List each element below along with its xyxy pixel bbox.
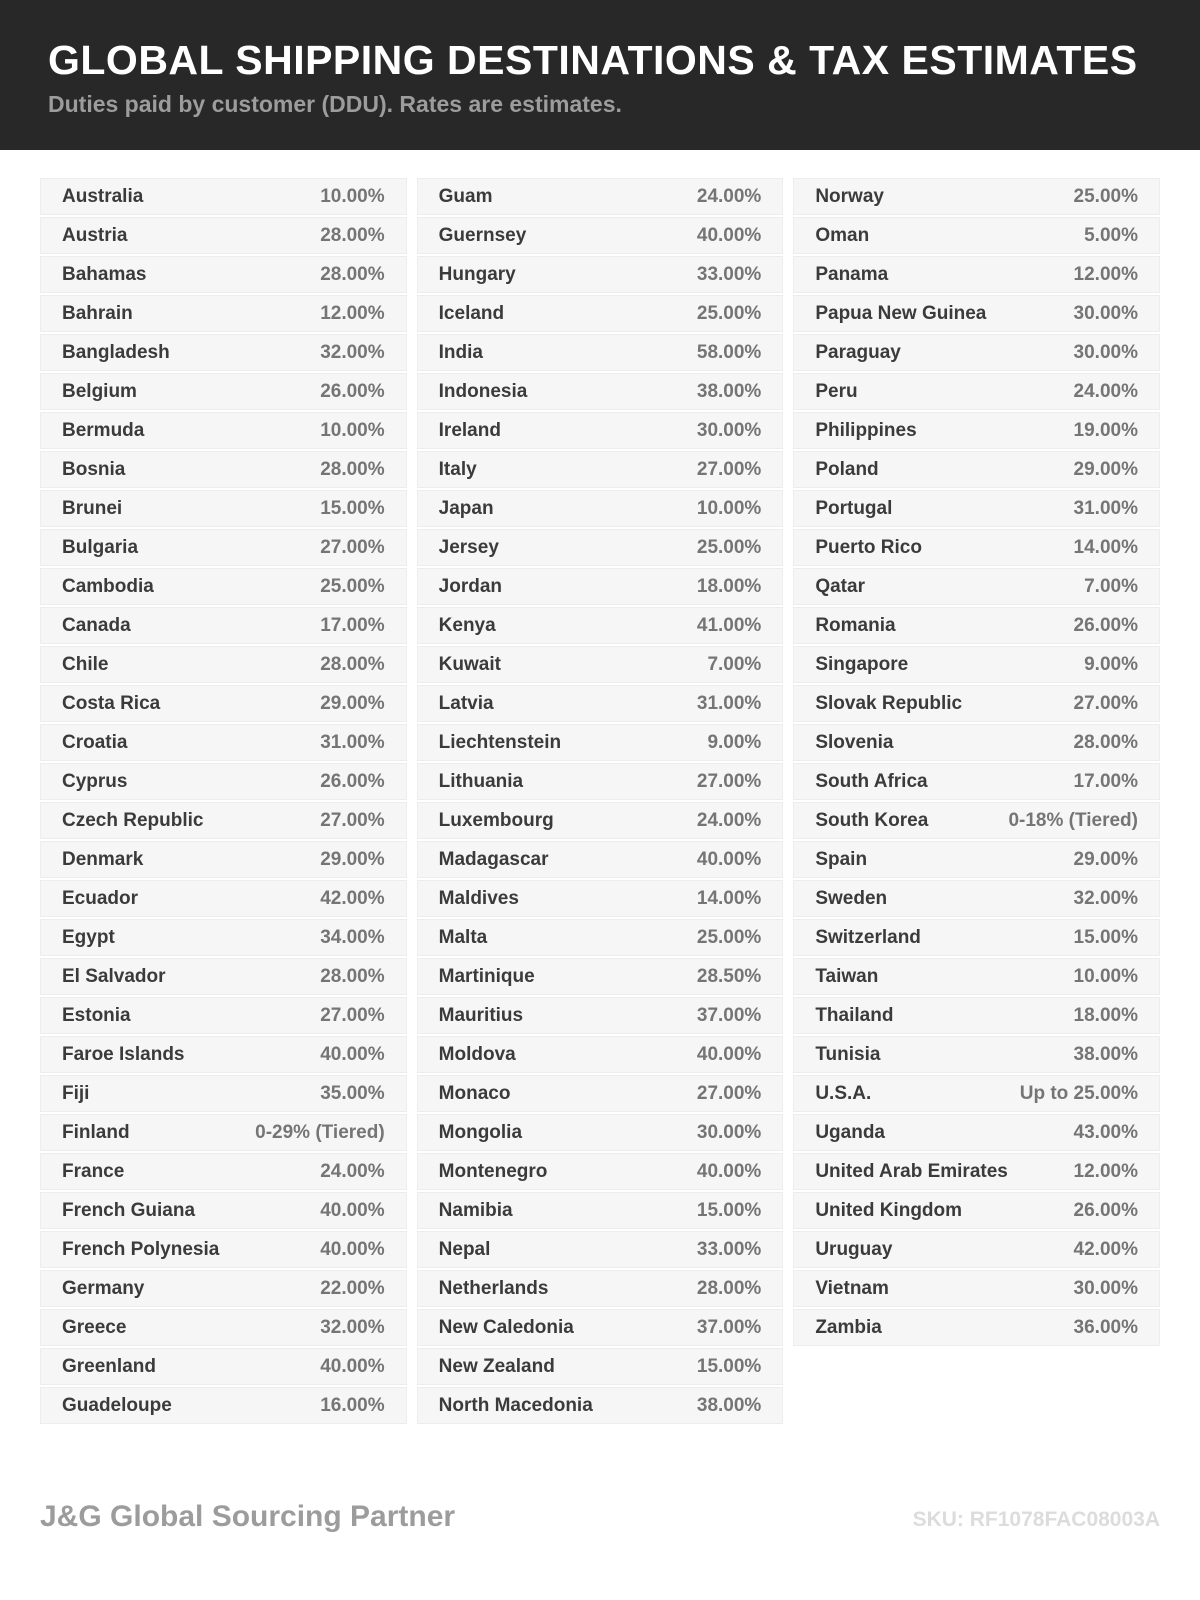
- table-row: [40, 1075, 407, 1112]
- country-name: Moldova: [438, 1043, 516, 1065]
- table-row: [40, 646, 407, 683]
- table-row: [40, 334, 407, 371]
- country-name: Slovenia: [815, 731, 894, 753]
- country-name: Indonesia: [438, 380, 528, 402]
- table-row: [417, 685, 784, 722]
- table-row: [40, 802, 407, 839]
- tax-rate: 10.00%: [320, 419, 385, 441]
- country-name: Uruguay: [815, 1238, 893, 1260]
- country-name: Chile: [62, 653, 109, 675]
- tax-rate: 40.00%: [320, 1355, 385, 1377]
- table-row: [417, 217, 784, 254]
- table-row: [417, 763, 784, 800]
- table-row: [793, 1114, 1160, 1151]
- table-column-3: [793, 178, 1160, 1348]
- table-row: [793, 841, 1160, 878]
- tax-rate: 29.00%: [1073, 458, 1138, 480]
- country-name: Romania: [815, 614, 896, 636]
- tax-rate: 32.00%: [320, 341, 385, 363]
- tax-rate: 7.00%: [1084, 575, 1138, 597]
- tax-rate: 27.00%: [696, 770, 762, 792]
- table-row: [793, 256, 1160, 293]
- country-name: Jersey: [438, 536, 499, 558]
- table-row: [793, 1270, 1160, 1307]
- tax-rate: 24.00%: [1073, 380, 1138, 402]
- table-row: [40, 295, 407, 332]
- table-row: [40, 997, 407, 1034]
- country-name: United Kingdom: [815, 1199, 963, 1221]
- table-column-1: [40, 178, 407, 1426]
- table-row: [793, 490, 1160, 527]
- country-name: Mongolia: [438, 1121, 523, 1143]
- table-row: [793, 529, 1160, 566]
- tax-rate: 25.00%: [696, 926, 762, 948]
- tax-rate: 33.00%: [696, 263, 762, 285]
- tax-rate: 40.00%: [696, 1043, 762, 1065]
- country-name: Namibia: [438, 1199, 513, 1221]
- tax-rate: 40.00%: [696, 224, 762, 246]
- table-row: [793, 334, 1160, 371]
- table-row: [40, 178, 407, 215]
- tax-rate: 10.00%: [696, 497, 762, 519]
- country-name: Japan: [438, 497, 494, 519]
- country-name: Estonia: [62, 1004, 131, 1026]
- country-name: Oman: [815, 224, 870, 246]
- country-name: Singapore: [815, 653, 909, 675]
- table-row: [417, 1231, 784, 1268]
- tax-rate: 26.00%: [320, 770, 385, 792]
- tax-rate: 37.00%: [696, 1316, 762, 1338]
- tax-rate: 28.00%: [320, 653, 385, 675]
- tax-rate: 28.00%: [320, 965, 385, 987]
- tax-rate: 37.00%: [696, 1004, 762, 1026]
- tax-rate: 5.00%: [1084, 224, 1138, 246]
- country-name: Brunei: [62, 497, 123, 519]
- table-row: [417, 334, 784, 371]
- table-row: [417, 490, 784, 527]
- country-name: Uganda: [815, 1121, 886, 1143]
- tax-rate: 17.00%: [320, 614, 385, 636]
- tax-table: [40, 178, 1160, 1426]
- country-name: U.S.A.: [815, 1082, 872, 1104]
- tax-rate: 30.00%: [1073, 341, 1138, 363]
- country-name: Australia: [62, 185, 144, 207]
- table-row: [417, 412, 784, 449]
- tax-rate: 28.00%: [320, 263, 385, 285]
- table-row: [793, 568, 1160, 605]
- table-row: [417, 724, 784, 761]
- tax-rate: 30.00%: [696, 419, 762, 441]
- table-row: [40, 217, 407, 254]
- table-row: [40, 607, 407, 644]
- country-name: Guadeloupe: [62, 1394, 172, 1416]
- table-row: [793, 1231, 1160, 1268]
- tax-rate: 15.00%: [1073, 926, 1138, 948]
- country-name: Nepal: [438, 1238, 491, 1260]
- country-name: Egypt: [62, 926, 115, 948]
- country-name: Greenland: [62, 1355, 156, 1377]
- table-row: [417, 1270, 784, 1307]
- table-row: [793, 724, 1160, 761]
- table-row: [40, 841, 407, 878]
- tax-rate: 40.00%: [320, 1043, 385, 1065]
- country-name: El Salvador: [62, 965, 166, 987]
- table-row: [793, 373, 1160, 410]
- table-row: [793, 997, 1160, 1034]
- country-name: Hungary: [438, 263, 516, 285]
- tax-rate: 9.00%: [707, 731, 762, 753]
- tax-rate: Up to 25.00%: [1019, 1082, 1138, 1104]
- table-row: [417, 1114, 784, 1151]
- tax-rate: 40.00%: [696, 1160, 762, 1182]
- page-header: [0, 0, 1200, 150]
- table-row: [793, 685, 1160, 722]
- country-name: Guernsey: [438, 224, 527, 246]
- country-name: Fiji: [62, 1082, 90, 1104]
- tax-rate: 30.00%: [1073, 1277, 1138, 1299]
- country-name: North Macedonia: [438, 1394, 593, 1416]
- tax-rate: 38.00%: [1073, 1043, 1138, 1065]
- tax-rate: 18.00%: [1073, 1004, 1138, 1026]
- country-name: French Polynesia: [62, 1238, 220, 1260]
- page-subtitle: Duties paid by customer (DDU). Rates are estimates.: [48, 91, 622, 117]
- table-row: [417, 1036, 784, 1073]
- country-name: Maldives: [438, 887, 519, 909]
- country-name: Bahamas: [62, 263, 147, 285]
- table-column-2: [417, 178, 784, 1426]
- table-row: [40, 1348, 407, 1385]
- country-name: Madagascar: [438, 848, 549, 870]
- tax-rate: 0-18% (Tiered): [1008, 809, 1138, 831]
- tax-rate: 24.00%: [696, 809, 762, 831]
- country-name: Spain: [815, 848, 868, 870]
- tax-rate: 34.00%: [320, 926, 385, 948]
- table-row: [40, 373, 407, 410]
- tax-rate: 26.00%: [1073, 614, 1138, 636]
- country-name: South Africa: [815, 770, 928, 792]
- tax-rate: 0-29% (Tiered): [255, 1121, 385, 1143]
- table-row: [40, 568, 407, 605]
- brand-name: J&G Global Sourcing Partner: [40, 1500, 456, 1533]
- country-name: Kenya: [438, 614, 496, 636]
- country-name: Sweden: [815, 887, 888, 909]
- table-row: [793, 763, 1160, 800]
- table-row: [793, 958, 1160, 995]
- country-name: Austria: [62, 224, 128, 246]
- table-row: [40, 880, 407, 917]
- table-row: [40, 1153, 407, 1190]
- table-row: [793, 295, 1160, 332]
- country-name: France: [62, 1160, 125, 1182]
- table-row: [417, 646, 784, 683]
- country-name: Norway: [815, 185, 884, 207]
- tax-rate: 58.00%: [696, 341, 762, 363]
- tax-rate: 28.00%: [696, 1277, 762, 1299]
- table-row: [40, 490, 407, 527]
- tax-rate: 22.00%: [320, 1277, 385, 1299]
- tax-rate: 19.00%: [1073, 419, 1138, 441]
- table-row: [40, 1387, 407, 1424]
- country-name: United Arab Emirates: [815, 1160, 1008, 1182]
- tax-rate: 38.00%: [696, 380, 762, 402]
- table-row: [40, 685, 407, 722]
- tax-rate: 14.00%: [1073, 536, 1138, 558]
- tax-rate: 41.00%: [696, 614, 762, 636]
- country-name: Mauritius: [438, 1004, 524, 1026]
- country-name: Luxembourg: [438, 809, 554, 831]
- table-row: [40, 1231, 407, 1268]
- country-name: Faroe Islands: [62, 1043, 185, 1065]
- tax-rate: 42.00%: [1073, 1238, 1138, 1260]
- tax-rate: 33.00%: [696, 1238, 762, 1260]
- country-name: Costa Rica: [62, 692, 161, 714]
- table-row: [793, 802, 1160, 839]
- tax-rate: 10.00%: [320, 185, 385, 207]
- table-row: [40, 958, 407, 995]
- tax-rate: 24.00%: [696, 185, 762, 207]
- tax-rate: 12.00%: [1073, 263, 1138, 285]
- country-name: Tunisia: [815, 1043, 881, 1065]
- country-name: Bahrain: [62, 302, 133, 324]
- country-name: Croatia: [62, 731, 128, 753]
- tax-rate: 32.00%: [320, 1316, 385, 1338]
- country-name: Greece: [62, 1316, 127, 1338]
- table-row: [417, 178, 784, 215]
- tax-rate: 18.00%: [696, 575, 762, 597]
- table-row: [417, 256, 784, 293]
- tax-rate: 27.00%: [1073, 692, 1138, 714]
- country-name: Liechtenstein: [438, 731, 562, 753]
- country-name: Peru: [815, 380, 858, 402]
- table-row: [417, 1153, 784, 1190]
- table-row: [417, 568, 784, 605]
- table-row: [40, 451, 407, 488]
- country-name: Denmark: [62, 848, 144, 870]
- table-row: [417, 1075, 784, 1112]
- country-name: Puerto Rico: [815, 536, 922, 558]
- table-row: [793, 178, 1160, 215]
- tax-rate: 42.00%: [320, 887, 385, 909]
- table-row: [40, 724, 407, 761]
- tax-rate: 29.00%: [1073, 848, 1138, 870]
- tax-rate: 27.00%: [696, 458, 762, 480]
- table-row: [793, 1036, 1160, 1073]
- tax-rate: 27.00%: [696, 1082, 762, 1104]
- tax-rate: 30.00%: [1073, 302, 1138, 324]
- tax-rate: 9.00%: [1084, 653, 1138, 675]
- table-row: [793, 646, 1160, 683]
- table-row: [793, 1309, 1160, 1346]
- table-row: [417, 373, 784, 410]
- tax-rate: 17.00%: [1073, 770, 1138, 792]
- tax-rate: 27.00%: [320, 809, 385, 831]
- tax-rate: 43.00%: [1073, 1121, 1138, 1143]
- country-name: Kuwait: [438, 653, 501, 675]
- table-row: [417, 841, 784, 878]
- country-name: Ecuador: [62, 887, 139, 909]
- country-name: India: [438, 341, 483, 363]
- table-row: [40, 1036, 407, 1073]
- country-name: Paraguay: [815, 341, 901, 363]
- table-row: [40, 1192, 407, 1229]
- tax-rate: 12.00%: [320, 302, 385, 324]
- tax-rate: 10.00%: [1073, 965, 1138, 987]
- tax-rate: 25.00%: [696, 536, 762, 558]
- country-name: Taiwan: [815, 965, 879, 987]
- table-row: [40, 1309, 407, 1346]
- tax-rate: 16.00%: [320, 1394, 385, 1416]
- country-name: Bulgaria: [62, 536, 139, 558]
- table-row: [417, 919, 784, 956]
- table-row: [793, 217, 1160, 254]
- table-row: [793, 451, 1160, 488]
- country-name: Qatar: [815, 575, 865, 597]
- tax-rate: 32.00%: [1073, 887, 1138, 909]
- country-name: Panama: [815, 263, 889, 285]
- table-row: [417, 958, 784, 995]
- tax-rate: 31.00%: [696, 692, 762, 714]
- country-name: Ireland: [438, 419, 501, 441]
- country-name: Bangladesh: [62, 341, 170, 363]
- tax-rate: 35.00%: [320, 1082, 385, 1104]
- country-name: Martinique: [438, 965, 535, 987]
- table-row: [40, 529, 407, 566]
- country-name: New Caledonia: [438, 1316, 574, 1338]
- tax-rate: 29.00%: [320, 692, 385, 714]
- country-name: Jordan: [438, 575, 503, 597]
- tax-rate: 25.00%: [1073, 185, 1138, 207]
- country-name: Guam: [438, 185, 493, 207]
- tax-rate: 14.00%: [696, 887, 762, 909]
- country-name: Netherlands: [438, 1277, 549, 1299]
- country-name: Cyprus: [62, 770, 128, 792]
- tax-rate: 29.00%: [320, 848, 385, 870]
- table-row: [417, 1192, 784, 1229]
- table-row: [793, 880, 1160, 917]
- country-name: French Guiana: [62, 1199, 196, 1221]
- table-row: [793, 1192, 1160, 1229]
- tax-rate: 7.00%: [707, 653, 762, 675]
- country-name: South Korea: [815, 809, 929, 831]
- country-name: Iceland: [438, 302, 505, 324]
- tax-rate: 31.00%: [1073, 497, 1138, 519]
- country-name: Germany: [62, 1277, 145, 1299]
- tax-rate: 30.00%: [696, 1121, 762, 1143]
- country-name: Finland: [62, 1121, 130, 1143]
- table-row: [40, 919, 407, 956]
- tax-rate: 25.00%: [320, 575, 385, 597]
- table-row: [40, 412, 407, 449]
- tax-rate: 26.00%: [320, 380, 385, 402]
- tax-rate: 40.00%: [320, 1199, 385, 1221]
- page-footer: [40, 1500, 1160, 1534]
- tax-rate: 12.00%: [1073, 1160, 1138, 1182]
- country-name: Poland: [815, 458, 879, 480]
- country-name: Malta: [438, 926, 488, 948]
- tax-rate: 38.00%: [696, 1394, 762, 1416]
- country-name: Papua New Guinea: [815, 302, 987, 324]
- country-name: Lithuania: [438, 770, 524, 792]
- tax-rate: 28.50%: [696, 965, 762, 987]
- table-row: [417, 295, 784, 332]
- table-row: [417, 1387, 784, 1424]
- country-name: Bermuda: [62, 419, 145, 441]
- country-name: Montenegro: [438, 1160, 548, 1182]
- tax-rate: 27.00%: [320, 536, 385, 558]
- tax-rate: 27.00%: [320, 1004, 385, 1026]
- table-row: [40, 1114, 407, 1151]
- country-name: Switzerland: [815, 926, 921, 948]
- table-row: [417, 997, 784, 1034]
- table-row: [40, 1270, 407, 1307]
- country-name: Monaco: [438, 1082, 511, 1104]
- tax-rate: 28.00%: [320, 224, 385, 246]
- table-row: [40, 763, 407, 800]
- country-name: Zambia: [815, 1316, 882, 1338]
- table-row: [793, 1075, 1160, 1112]
- tax-rate: 15.00%: [696, 1199, 762, 1221]
- country-name: Italy: [438, 458, 477, 480]
- tax-rate: 36.00%: [1073, 1316, 1138, 1338]
- tax-rate: 26.00%: [1073, 1199, 1138, 1221]
- tax-rate: 31.00%: [320, 731, 385, 753]
- table-row: [417, 880, 784, 917]
- table-row: [793, 1153, 1160, 1190]
- tax-rate: 40.00%: [320, 1238, 385, 1260]
- country-name: Czech Republic: [62, 809, 204, 831]
- page-title: GLOBAL SHIPPING DESTINATIONS & TAX ESTIMATES: [48, 37, 1138, 83]
- tax-rate: 15.00%: [320, 497, 385, 519]
- table-row: [417, 529, 784, 566]
- country-name: Bosnia: [62, 458, 126, 480]
- table-row: [417, 607, 784, 644]
- tax-rate: 40.00%: [696, 848, 762, 870]
- country-name: Latvia: [438, 692, 494, 714]
- table-row: [417, 1309, 784, 1346]
- country-name: Portugal: [815, 497, 893, 519]
- table-row: [417, 1348, 784, 1385]
- sku-label: SKU: RF1078FAC08003A: [912, 1508, 1160, 1531]
- table-row: [417, 802, 784, 839]
- country-name: Belgium: [62, 380, 137, 402]
- tax-rate: 24.00%: [320, 1160, 385, 1182]
- tax-rate: 25.00%: [696, 302, 762, 324]
- country-name: Slovak Republic: [815, 692, 963, 714]
- table-row: [417, 451, 784, 488]
- country-name: Canada: [62, 614, 131, 636]
- country-name: Cambodia: [62, 575, 154, 597]
- tax-rate: 15.00%: [696, 1355, 762, 1377]
- table-row: [793, 607, 1160, 644]
- table-row: [793, 412, 1160, 449]
- country-name: Vietnam: [815, 1277, 889, 1299]
- country-name: Philippines: [815, 419, 917, 441]
- tax-rate: 28.00%: [320, 458, 385, 480]
- tax-rate: 28.00%: [1073, 731, 1138, 753]
- country-name: Thailand: [815, 1004, 894, 1026]
- table-row: [793, 919, 1160, 956]
- country-name: New Zealand: [438, 1355, 555, 1377]
- table-row: [40, 256, 407, 293]
